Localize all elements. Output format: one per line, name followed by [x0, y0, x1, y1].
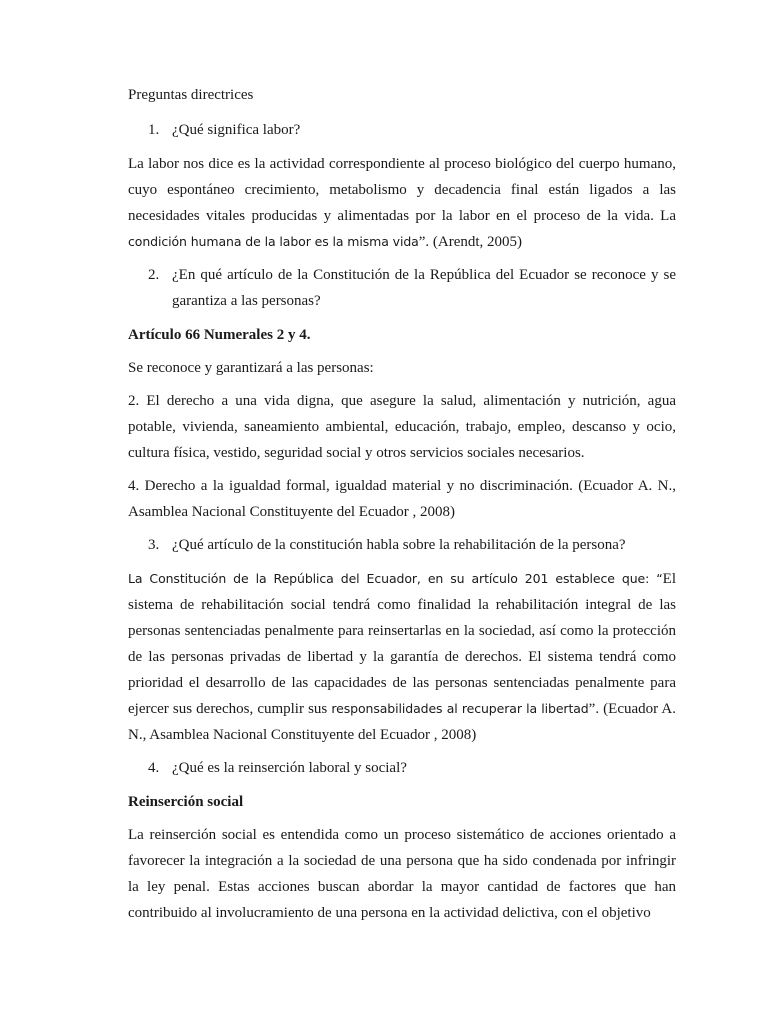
question-number: 3.	[148, 537, 160, 553]
question-number: 2.	[148, 267, 160, 283]
article-heading: Artículo 66 Numerales 2 y 4.	[128, 327, 311, 343]
question-3	[128, 532, 676, 558]
citation: ”. (Arendt, 2005)	[418, 234, 523, 250]
question-text: ¿Qué artículo de la constitución habla sobre la rehabilitación de la persona?	[172, 537, 626, 553]
recognize-paragraph: Se reconoce y garantizará a las personas:	[128, 360, 374, 376]
item-2-paragraph: 2. El derecho a una vida digna, que asegure la salud, alimentación y nutrición, agua potable, vivienda, saneamiento ambiental, educación, trabajo, empleo, descanso y ocio, cultura física, vestido, seguridad social y otros servicios sociales necesarios.	[128, 393, 676, 461]
question-4	[128, 755, 676, 781]
citation: ”. (Ecuador A. N., Asamblea Nacional Constituyente del Ecuador , 2008)	[128, 701, 676, 743]
question-text: ¿Qué es la reinserción laboral y social?	[172, 760, 407, 776]
paragraph-text: La labor nos dice es la actividad correspondiente al proceso biológico del cuerpo humano, cuyo espontáneo crecimiento, metabolismo y decadencia final están ligados a las necesidades vitales producidas y alimentadas por la labor en el proceso de la vida. La	[128, 156, 676, 224]
quoted-text: condición humana de la labor es la misma vida	[128, 234, 419, 249]
reinsercion-paragraph: La reinserción social es entendida como un proceso sistemático de acciones orientado a favorecer la integración a la sociedad de una persona que ha sido condenada por infringir la ley penal. Estas acciones buscan abordar la mayor cantidad de factores que han contribuido al involucramiento de una persona en la actividad delictiva, con el objetivo	[128, 827, 676, 921]
question-number: 4.	[148, 760, 160, 776]
rehabilitation-paragraph	[128, 566, 676, 748]
section-heading: Preguntas directrices	[128, 87, 254, 103]
reinsercion-heading: Reinserción social	[128, 794, 244, 810]
question-number: 1.	[148, 122, 160, 138]
question-1	[128, 117, 676, 143]
question-2	[128, 262, 676, 314]
question-text: ¿En qué artículo de la Constitución de la República del Ecuador se reconoce y se garantiza a las personas?	[172, 267, 676, 309]
question-text: ¿Qué significa labor?	[172, 122, 301, 138]
item-4-paragraph: 4. Derecho a la igualdad formal, igualdad material y no discriminación. (Ecuador A. N., Asamblea Nacional Constituyente del Ecuador , 2008)	[128, 478, 676, 520]
labor-paragraph	[128, 151, 676, 255]
lead-text: La Constitución de la República del Ecuador, en su artículo 201 establece que: “	[128, 571, 663, 586]
quoted-text: responsabilidades al recuperar la libertad	[331, 701, 589, 716]
paragraph-text: El sistema de rehabilitación social tendrá como finalidad la rehabilitación integral de las personas sentenciadas penalmente para reinsertarlas en la sociedad, así como la protección de las personas privadas de libertad y la garantía de derechos. El sistema tendrá como prioridad el desarrollo de las capacidades de las personas sentenciadas penalmente para ejercer sus derechos, cumplir sus	[128, 571, 676, 717]
document-page	[128, 82, 676, 933]
